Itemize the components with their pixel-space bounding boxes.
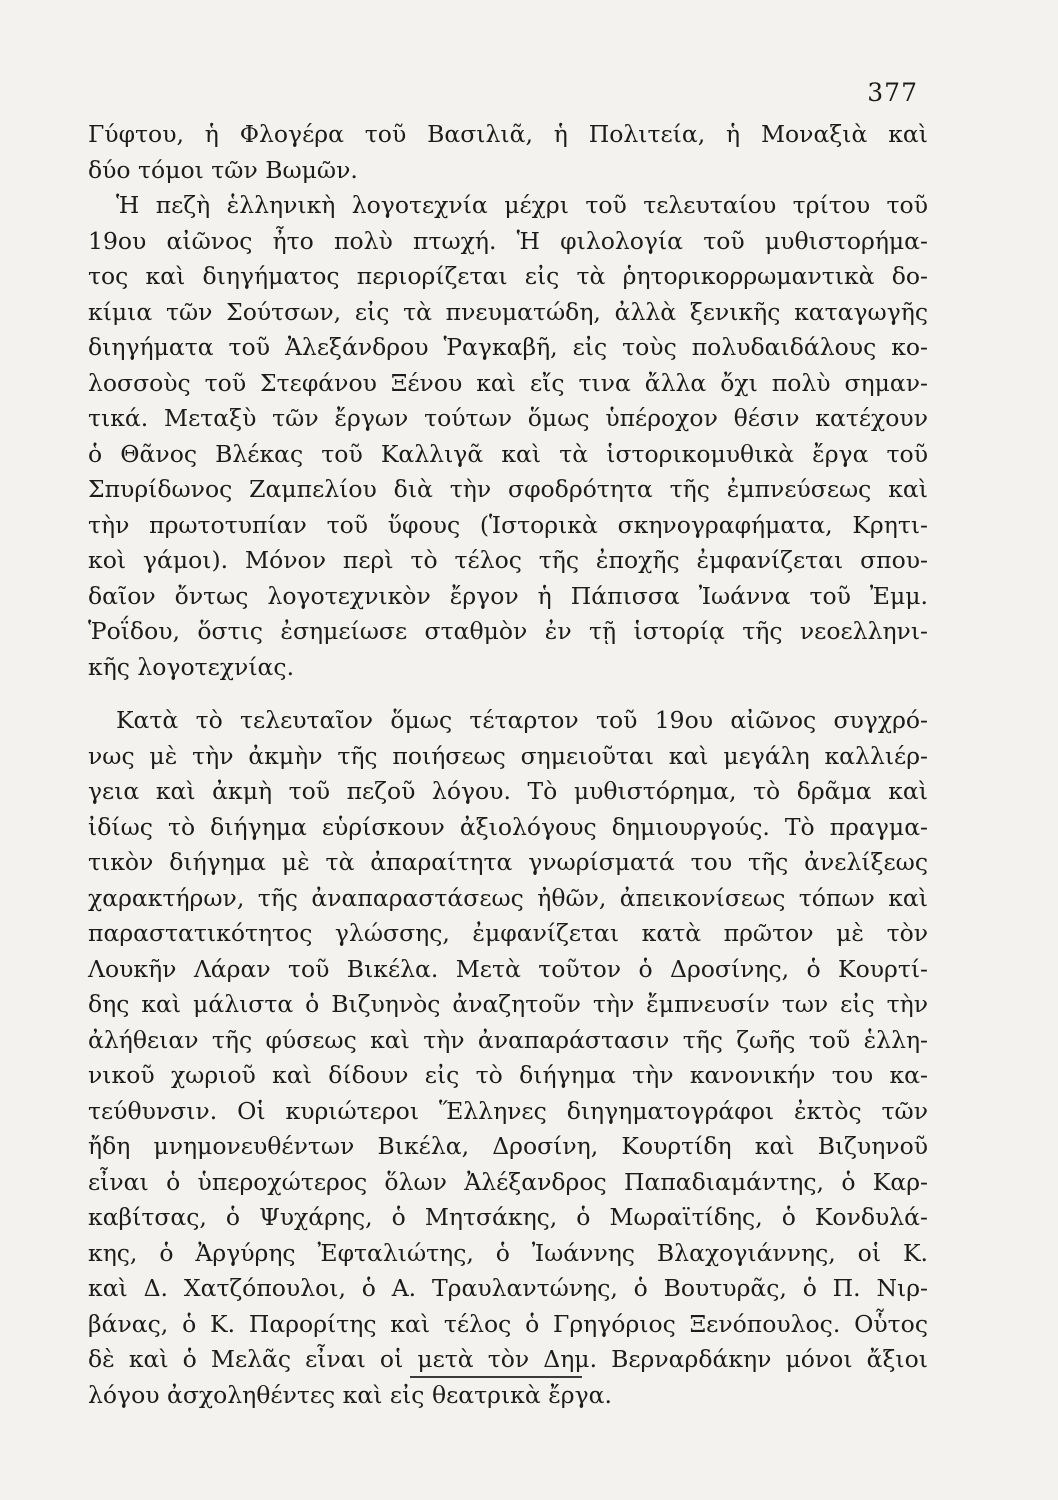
text-line: τος καὶ διηγήματος περιορίζεται εἰς τὰ ῥητορικορρωμαντικὰ δο- [88,262,928,290]
text-line: Σπυρίδωνος Ζαμπελίου διὰ τὴν σφοδρότητα τῆς ἐμπνεύσεως καὶ [88,475,928,503]
text-line: ἰδίως τὸ διήγημα εὑρίσκουν ἀξιολόγους δημιουργούς. Τὸ πραγμα- [88,812,928,841]
text-line: γεια καὶ ἀκμὴ τοῦ πεζοῦ λόγου. Τὸ μυθιστόρημα, τὸ δρᾶμα καὶ [88,777,928,805]
text-line: δης καὶ μάλιστα ὁ Βιζυηνὸς ἀναζητοῦν τὴν ἔμπνευσίν των εἰς τὴν [88,990,928,1018]
page-number: 377 [867,78,918,107]
text-line: Ἡ πεζὴ ἑλληνικὴ λογοτεχνία μέχρι τοῦ τελευταίου τρίτου τοῦ [116,191,928,219]
text-line: κης, ὁ Ἀργύρης Ἐφταλιώτης, ὁ Ἰωάννης Βλαχογιάννης, οἱ Κ. [88,1238,928,1267]
text-line: τικά. Μεταξὺ τῶν ἔργων τούτων ὅμως ὑπέροχον θέσιν κατέχουν [88,404,928,432]
text-line: ἀλήθειαν τῆς φύσεως καὶ τὴν ἀναπαράστασιν τῆς ζωῆς τοῦ ἑλλη- [88,1025,928,1054]
text-line: 19ου αἰῶνος ἦτο πολὺ πτωχή. Ἡ φιλολογία τοῦ μυθιστορήμα- [88,226,928,255]
text-line: κοὶ γάμοι). Μόνον περὶ τὸ τέλος τῆς ἐποχῆς ἐμφανίζεται σπου- [88,546,928,574]
footnote-rule [410,1376,582,1378]
text-line: τὴν πρωτοτυπίαν τοῦ ὕφους (Ἱστορικὰ σκηνογραφήματα, Κρητι- [88,510,928,539]
text-line: ἤδη μνημονευθέντων Βικέλα, Δροσίνη, Κουρτίδη καὶ Βιζυηνοῦ [88,1132,928,1160]
text-line: βάνας, ὁ Κ. Παρορίτης καὶ τέλος ὁ Γρηγόριος Ξενόπουλος. Οὗτος [88,1309,928,1338]
text-line: τικὸν διήγημα μὲ τὰ ἀπαραίτητα γνωρίσματά του τῆς ἀνελίξεως [88,848,928,876]
text-line: χαρακτήρων, τῆς ἀναπαραστάσεως ἠθῶν, ἀπεικονίσεως τόπων καὶ [88,883,928,912]
text-line: Κατὰ τὸ τελευταῖον ὅμως τέταρτον τοῦ 19ου αἰῶνος συγχρό- [116,706,928,734]
text-line: δύο τόμοι τῶν Βωμῶν. [88,155,358,184]
text-line: ὁ Θᾶνος Βλέκας τοῦ Καλλιγᾶ καὶ τὰ ἱστορικομυθικὰ ἔργα τοῦ [88,439,928,468]
text-line: διηγήματα τοῦ Ἀλεξάνδρου Ῥαγκαβῆ, εἰς τοὺς πολυδαιδάλους κο- [88,333,928,361]
text-line: Λουκῆν Λάραν τοῦ Βικέλα. Μετὰ τοῦτον ὁ Δροσίνης, ὁ Κουρτί- [88,954,928,983]
body-text [88,117,928,1413]
text-line: λοσσοὺς τοῦ Στεφάνου Ξένου καὶ εἴς τινα ἄλλα ὄχι πολὺ σημαν- [88,368,928,397]
text-line: λόγου ἀσχοληθέντες καὶ εἰς θεατρικὰ ἔργα. [88,1380,612,1409]
text-line: Ῥοΐδου, ὅστις ἐσημείωσε σταθμὸν ἐν τῇ ἱστορίᾳ τῆς νεοελληνι- [88,617,928,645]
text-line: δὲ καὶ ὁ Μελᾶς εἶναι οἱ μετὰ τὸν Δημ. Βερναρδάκην μόνοι ἄξιοι [88,1345,928,1373]
text-line: τεύθυνσιν. Οἱ κυριώτεροι Ἕλληνες διηγηματογράφοι ἐκτὸς τῶν [88,1096,928,1125]
text-line: δαῖον ὄντως λογοτεχνικὸν ἔργον ἡ Πάπισσα Ἰωάννα τοῦ Ἐμμ. [88,581,928,610]
text-line: καὶ Δ. Χατζόπουλοι, ὁ Α. Τραυλαντώνης, ὁ Βουτυρᾶς, ὁ Π. Νιρ- [88,1274,928,1302]
text-line: νως μὲ τὴν ἀκμὴν τῆς ποιήσεως σημειοῦται καὶ μεγάλη καλλιέρ- [88,741,928,770]
text-line: καβίτσας, ὁ Ψυχάρης, ὁ Μητσάκης, ὁ Μωραϊτίδης, ὁ Κονδυλά- [88,1203,928,1231]
text-line: παραστατικότητος γλώσσης, ἐμφανίζεται κατὰ πρῶτον μὲ τὸν [88,919,928,947]
text-line: Γύφτου, ἡ Φλογέρα τοῦ Βασιλιᾶ, ἡ Πολιτεία, ἡ Μοναξιὰ καὶ [88,120,928,148]
text-line: κῆς λογοτεχνίας. [88,652,295,681]
text-line: νικοῦ χωριοῦ καὶ δίδουν εἰς τὸ διήγημα τὴν κανονικήν του κα- [88,1061,928,1089]
text-line: εἶναι ὁ ὑπεροχώτερος ὅλων Ἀλέξανδρος Παπαδιαμάντης, ὁ Καρ- [88,1167,928,1196]
text-line: κίμια τῶν Σούτσων, εἰς τὰ πνευματώδη, ἀλλὰ ξενικῆς καταγωγῆς [88,297,928,326]
paragraph-gap [88,685,928,703]
